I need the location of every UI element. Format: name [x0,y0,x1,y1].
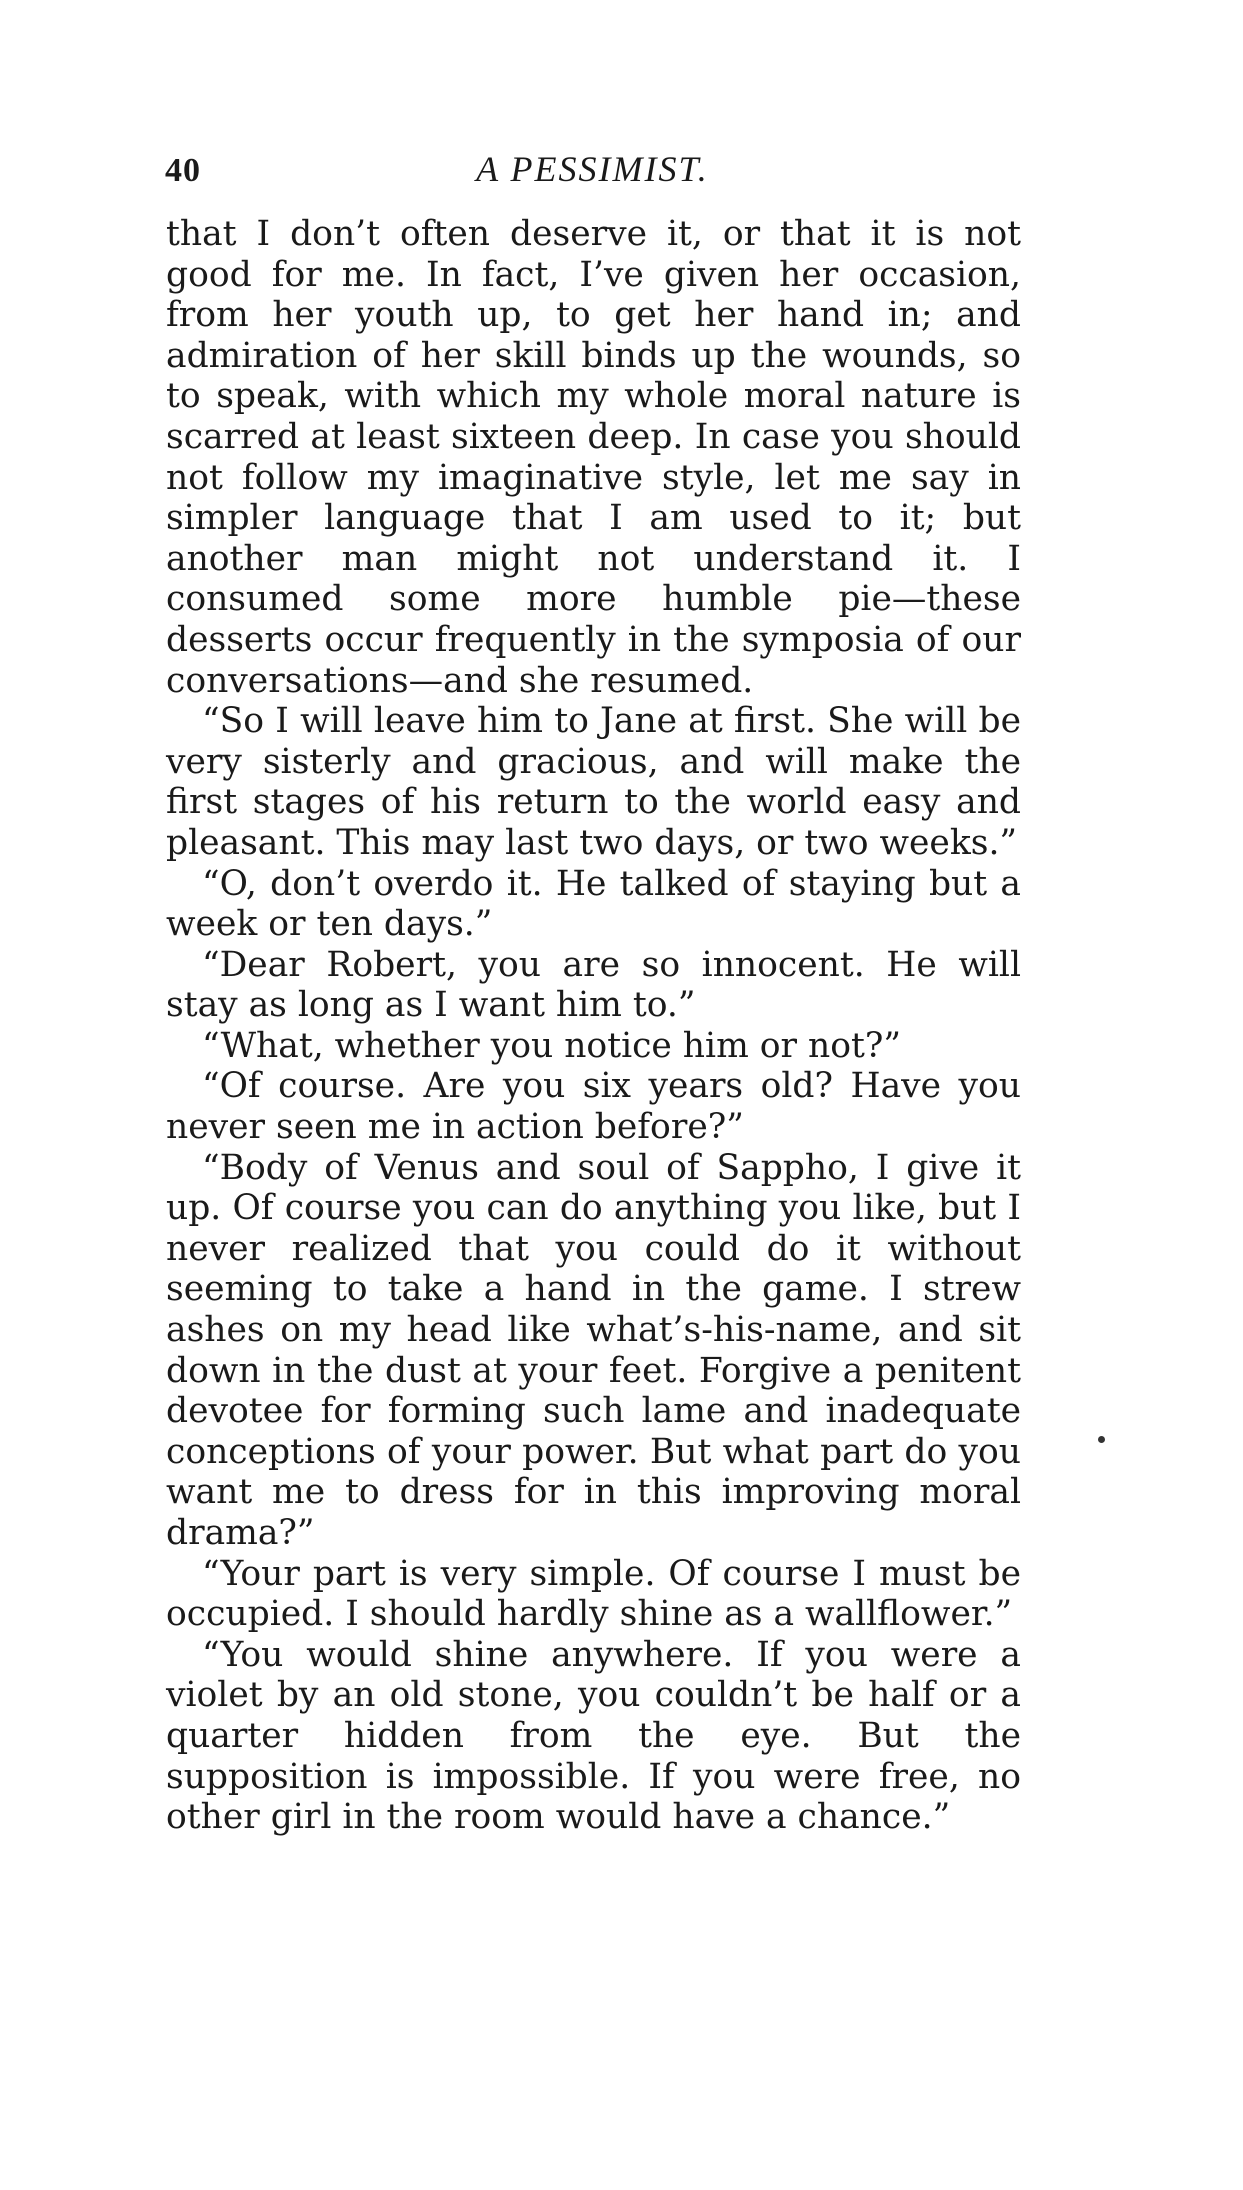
body-text [166,214,1021,1838]
page-number: 40 [165,152,201,189]
ink-speck [1098,1436,1105,1443]
paragraph: “What, whether you notice him or not?” [202,1025,901,1066]
paragraph: “So I will leave him to Jane at first. She will be very sisterly and gracious, and will make the first stages of his return to the world easy and pleasant. This may last two days, or two weeks.” [166,701,1021,863]
paragraph: “O, don’t overdo it. He talked of staying but a week or ten days.” [166,863,1021,945]
paragraph: “Dear Robert, you are so innocent. He will stay as long as I want him to.” [166,944,1021,1026]
paragraph: “Your part is very simple. Of course I must be occupied. I should hardly shine as a wallflower.” [166,1553,1021,1635]
paragraph: “You would shine anywhere. If you were a violet by an old stone, you couldn’t be half or a quarter hidden from the eye. But the supposition is impossible. If you were free, no other girl in the room would have a chance.” [166,1634,1021,1838]
paragraph-continuation: that I don’t often deserve it, or that it is not good for me. In fact, I’ve given her occasion, from her youth up, to get her hand in; and admiration of her skill binds up the wounds, so to speak, with which my whole moral nature is scarred at least sixteen deep. In case you should not follow my imaginative style, let me say in simpler language that I am used to it; but another man might not understand it. I consumed some more humble pie—these desserts occur frequently in the symposia of our conversations—and she resumed. [166,214,1021,701]
running-title: A PESSIMIST. [476,149,709,189]
running-head [165,148,1020,198]
paragraph: “Body of Venus and soul of Sappho, I give it up. Of course you can do anything you like, but I never realized that you could do it without seeming to take a hand in the game. I strew ashes on my head like what’s-his-name, and sit down in the dust at your feet. Forgive a penitent devotee for forming such lame and inadequate conceptions of your power. But what part do you want me to dress for in this improving moral drama?” [166,1147,1021,1553]
paragraph: “Of course. Are you six years old? Have you never seen me in action before?” [166,1066,1021,1148]
